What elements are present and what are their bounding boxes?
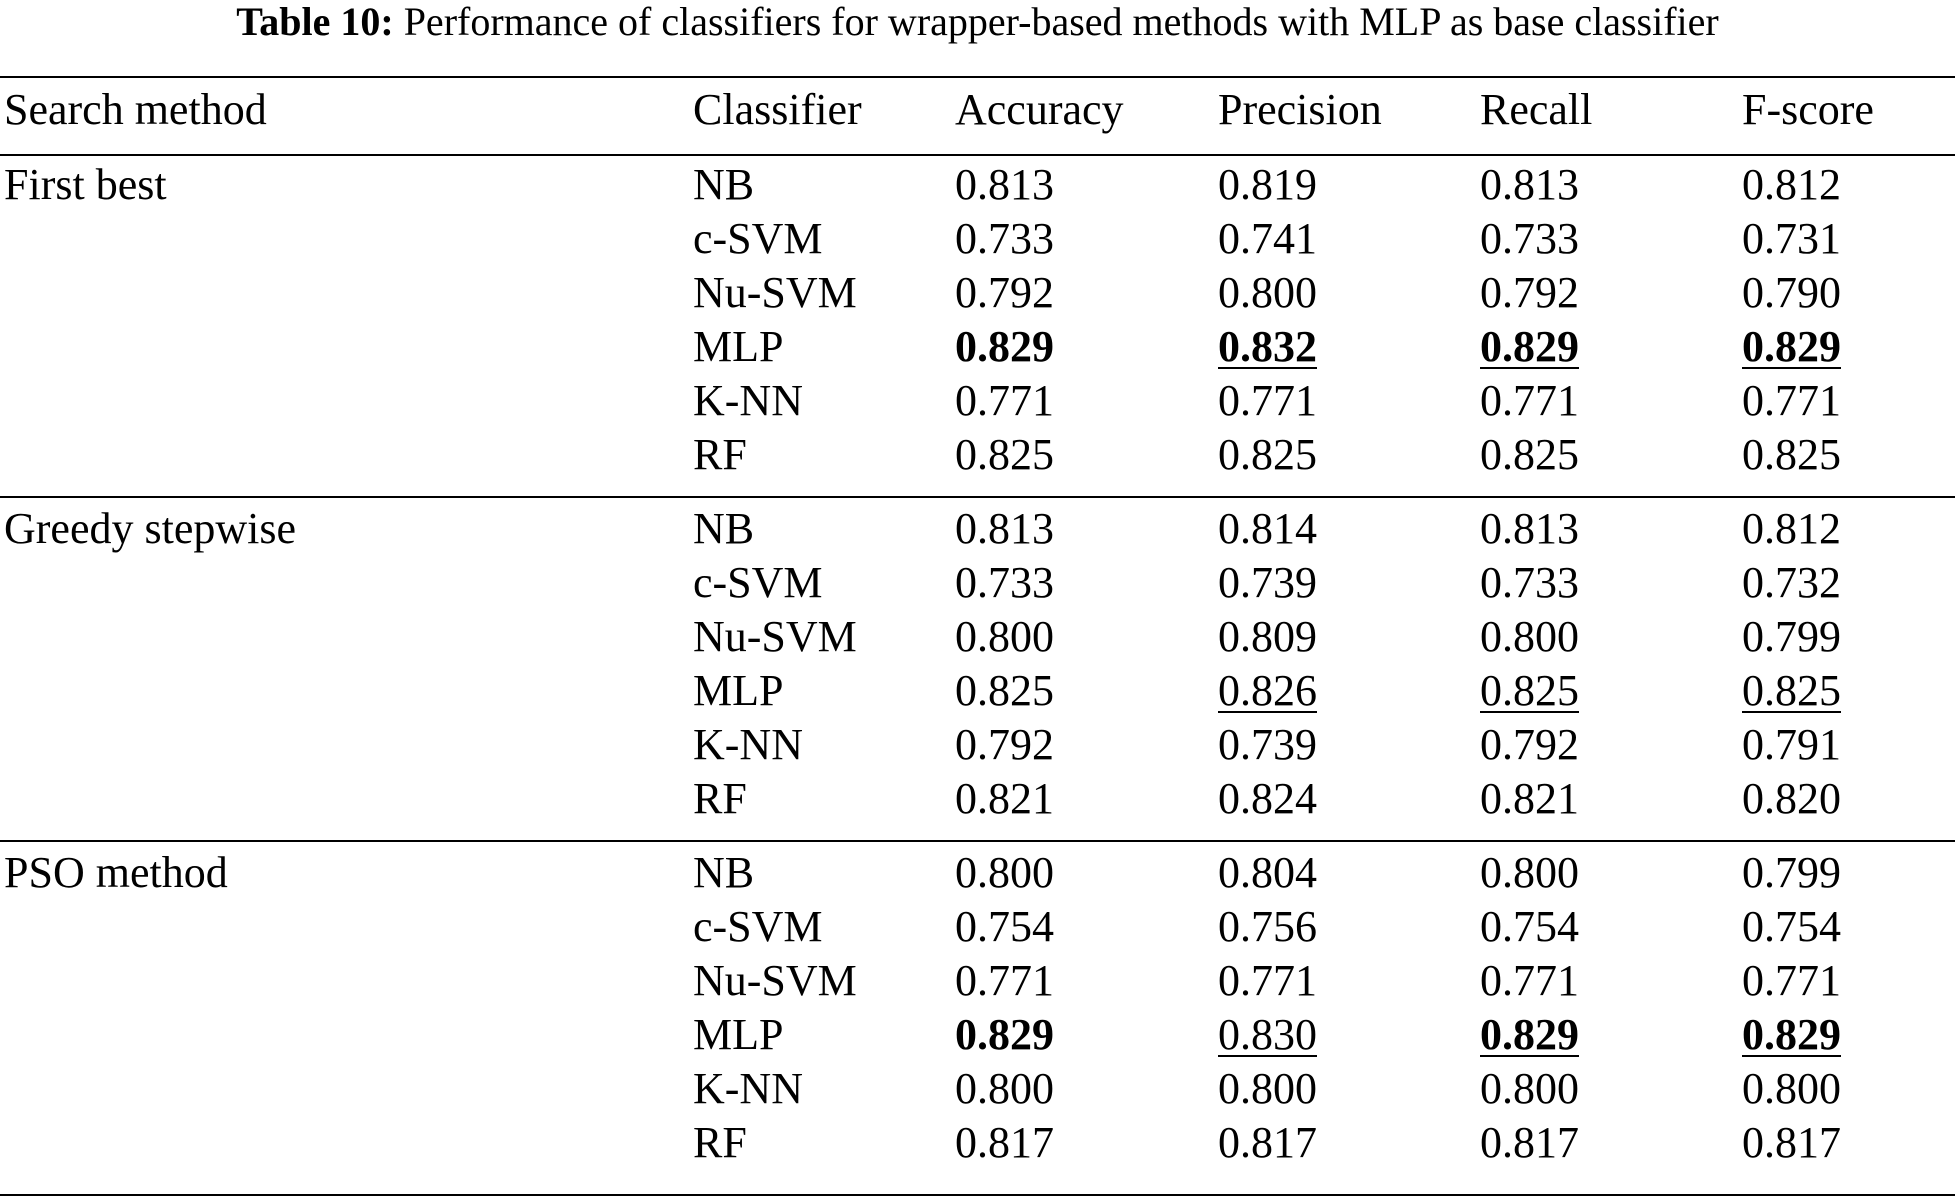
metric-value: 0.817 (955, 1118, 1054, 1167)
metric-value: 0.813 (1480, 504, 1579, 553)
column-header: Classifier (693, 85, 862, 134)
metric-value: 0.754 (955, 902, 1054, 951)
classifier-name: RF (693, 1118, 747, 1167)
metric-value: 0.830 (1218, 1010, 1317, 1059)
metric-value: 0.754 (1742, 902, 1841, 951)
metric-value: 0.804 (1218, 848, 1317, 897)
metric-value: 0.732 (1742, 558, 1841, 607)
metric-value: 0.800 (1480, 612, 1579, 661)
metric-value: 0.813 (955, 504, 1054, 553)
metric-value: 0.825 (1742, 430, 1841, 479)
column-header: Precision (1218, 85, 1382, 134)
top-rule (0, 76, 1955, 78)
metric-value: 0.771 (1742, 956, 1841, 1005)
metric-value: 0.800 (1480, 1064, 1579, 1113)
metric-value: 0.819 (1218, 160, 1317, 209)
metric-value: 0.829 (1480, 1010, 1579, 1059)
metric-value: 0.812 (1742, 504, 1841, 553)
metric-value: 0.731 (1742, 214, 1841, 263)
metric-value: 0.825 (1480, 666, 1579, 715)
classifier-name: NB (693, 848, 755, 897)
metric-value: 0.771 (1218, 376, 1317, 425)
metric-value: 0.790 (1742, 268, 1841, 317)
classifier-name: NB (693, 160, 755, 209)
group-divider-rule (0, 496, 1955, 498)
metric-value: 0.799 (1742, 848, 1841, 897)
metric-value: 0.741 (1218, 214, 1317, 263)
metric-value: 0.829 (1742, 1010, 1841, 1059)
metric-value: 0.817 (1218, 1118, 1317, 1167)
metric-value: 0.813 (1480, 160, 1579, 209)
metric-value: 0.821 (955, 774, 1054, 823)
metric-value: 0.800 (1218, 1064, 1317, 1113)
column-header: Recall (1480, 85, 1593, 134)
classifier-name: RF (693, 430, 747, 479)
metric-value: 0.821 (1480, 774, 1579, 823)
classifier-name: NB (693, 504, 755, 553)
bottom-rule (0, 1194, 1955, 1196)
classifier-name: c-SVM (693, 558, 823, 607)
header-rule (0, 154, 1955, 156)
metric-value: 0.771 (1480, 376, 1579, 425)
metric-value: 0.754 (1480, 902, 1579, 951)
metric-value: 0.825 (1218, 430, 1317, 479)
classifier-name: Nu-SVM (693, 268, 857, 317)
metric-value: 0.771 (955, 956, 1054, 1005)
search-method-label: PSO method (4, 848, 228, 897)
table-caption-label: Table 10: (236, 0, 394, 44)
metric-value: 0.800 (1480, 848, 1579, 897)
classifier-name: c-SVM (693, 214, 823, 263)
classifier-name: c-SVM (693, 902, 823, 951)
metric-value: 0.792 (1480, 720, 1579, 769)
metric-value: 0.800 (1742, 1064, 1841, 1113)
classifier-name: K-NN (693, 1064, 803, 1113)
metric-value: 0.771 (955, 376, 1054, 425)
metric-value: 0.829 (1742, 322, 1841, 371)
metric-value: 0.826 (1218, 666, 1317, 715)
metric-value: 0.733 (1480, 558, 1579, 607)
metric-value: 0.800 (1218, 268, 1317, 317)
column-header: F-score (1742, 85, 1874, 134)
column-header: Search method (4, 85, 267, 134)
classifier-name: MLP (693, 322, 784, 371)
metric-value: 0.791 (1742, 720, 1841, 769)
classifier-name: K-NN (693, 720, 803, 769)
metric-value: 0.739 (1218, 720, 1317, 769)
metric-value: 0.799 (1742, 612, 1841, 661)
metric-value: 0.792 (1480, 268, 1579, 317)
classifier-name: RF (693, 774, 747, 823)
metric-value: 0.814 (1218, 504, 1317, 553)
metric-value: 0.825 (1480, 430, 1579, 479)
metric-value: 0.817 (1742, 1118, 1841, 1167)
metric-value: 0.733 (955, 214, 1054, 263)
metric-value: 0.809 (1218, 612, 1317, 661)
table-caption-text: Performance of classifiers for wrapper-based methods with MLP as base classifier (403, 0, 1719, 44)
group-divider-rule (0, 840, 1955, 842)
metric-value: 0.792 (955, 268, 1054, 317)
metric-value: 0.771 (1480, 956, 1579, 1005)
search-method-label: Greedy stepwise (4, 504, 297, 553)
metric-value: 0.825 (955, 430, 1054, 479)
metric-value: 0.812 (1742, 160, 1841, 209)
metric-value: 0.829 (955, 1010, 1054, 1059)
metric-value: 0.825 (955, 666, 1054, 715)
metric-value: 0.792 (955, 720, 1054, 769)
metric-value: 0.825 (1742, 666, 1841, 715)
metric-value: 0.817 (1480, 1118, 1579, 1167)
metric-value: 0.820 (1742, 774, 1841, 823)
metric-value: 0.771 (1742, 376, 1841, 425)
column-header: Accuracy (955, 85, 1124, 134)
classifier-name: MLP (693, 1010, 784, 1059)
metric-value: 0.824 (1218, 774, 1317, 823)
classifier-name: Nu-SVM (693, 956, 857, 1005)
classifier-name: Nu-SVM (693, 612, 857, 661)
classifier-name: K-NN (693, 376, 803, 425)
metric-value: 0.813 (955, 160, 1054, 209)
metric-value: 0.756 (1218, 902, 1317, 951)
metric-value: 0.829 (1480, 322, 1579, 371)
search-method-label: First best (4, 160, 167, 209)
classifier-name: MLP (693, 666, 784, 715)
metric-value: 0.829 (955, 322, 1054, 371)
metric-value: 0.800 (955, 1064, 1054, 1113)
metric-value: 0.733 (955, 558, 1054, 607)
metric-value: 0.832 (1218, 322, 1317, 371)
metric-value: 0.800 (955, 612, 1054, 661)
metric-value: 0.733 (1480, 214, 1579, 263)
metric-value: 0.800 (955, 848, 1054, 897)
metric-value: 0.739 (1218, 558, 1317, 607)
metric-value: 0.771 (1218, 956, 1317, 1005)
